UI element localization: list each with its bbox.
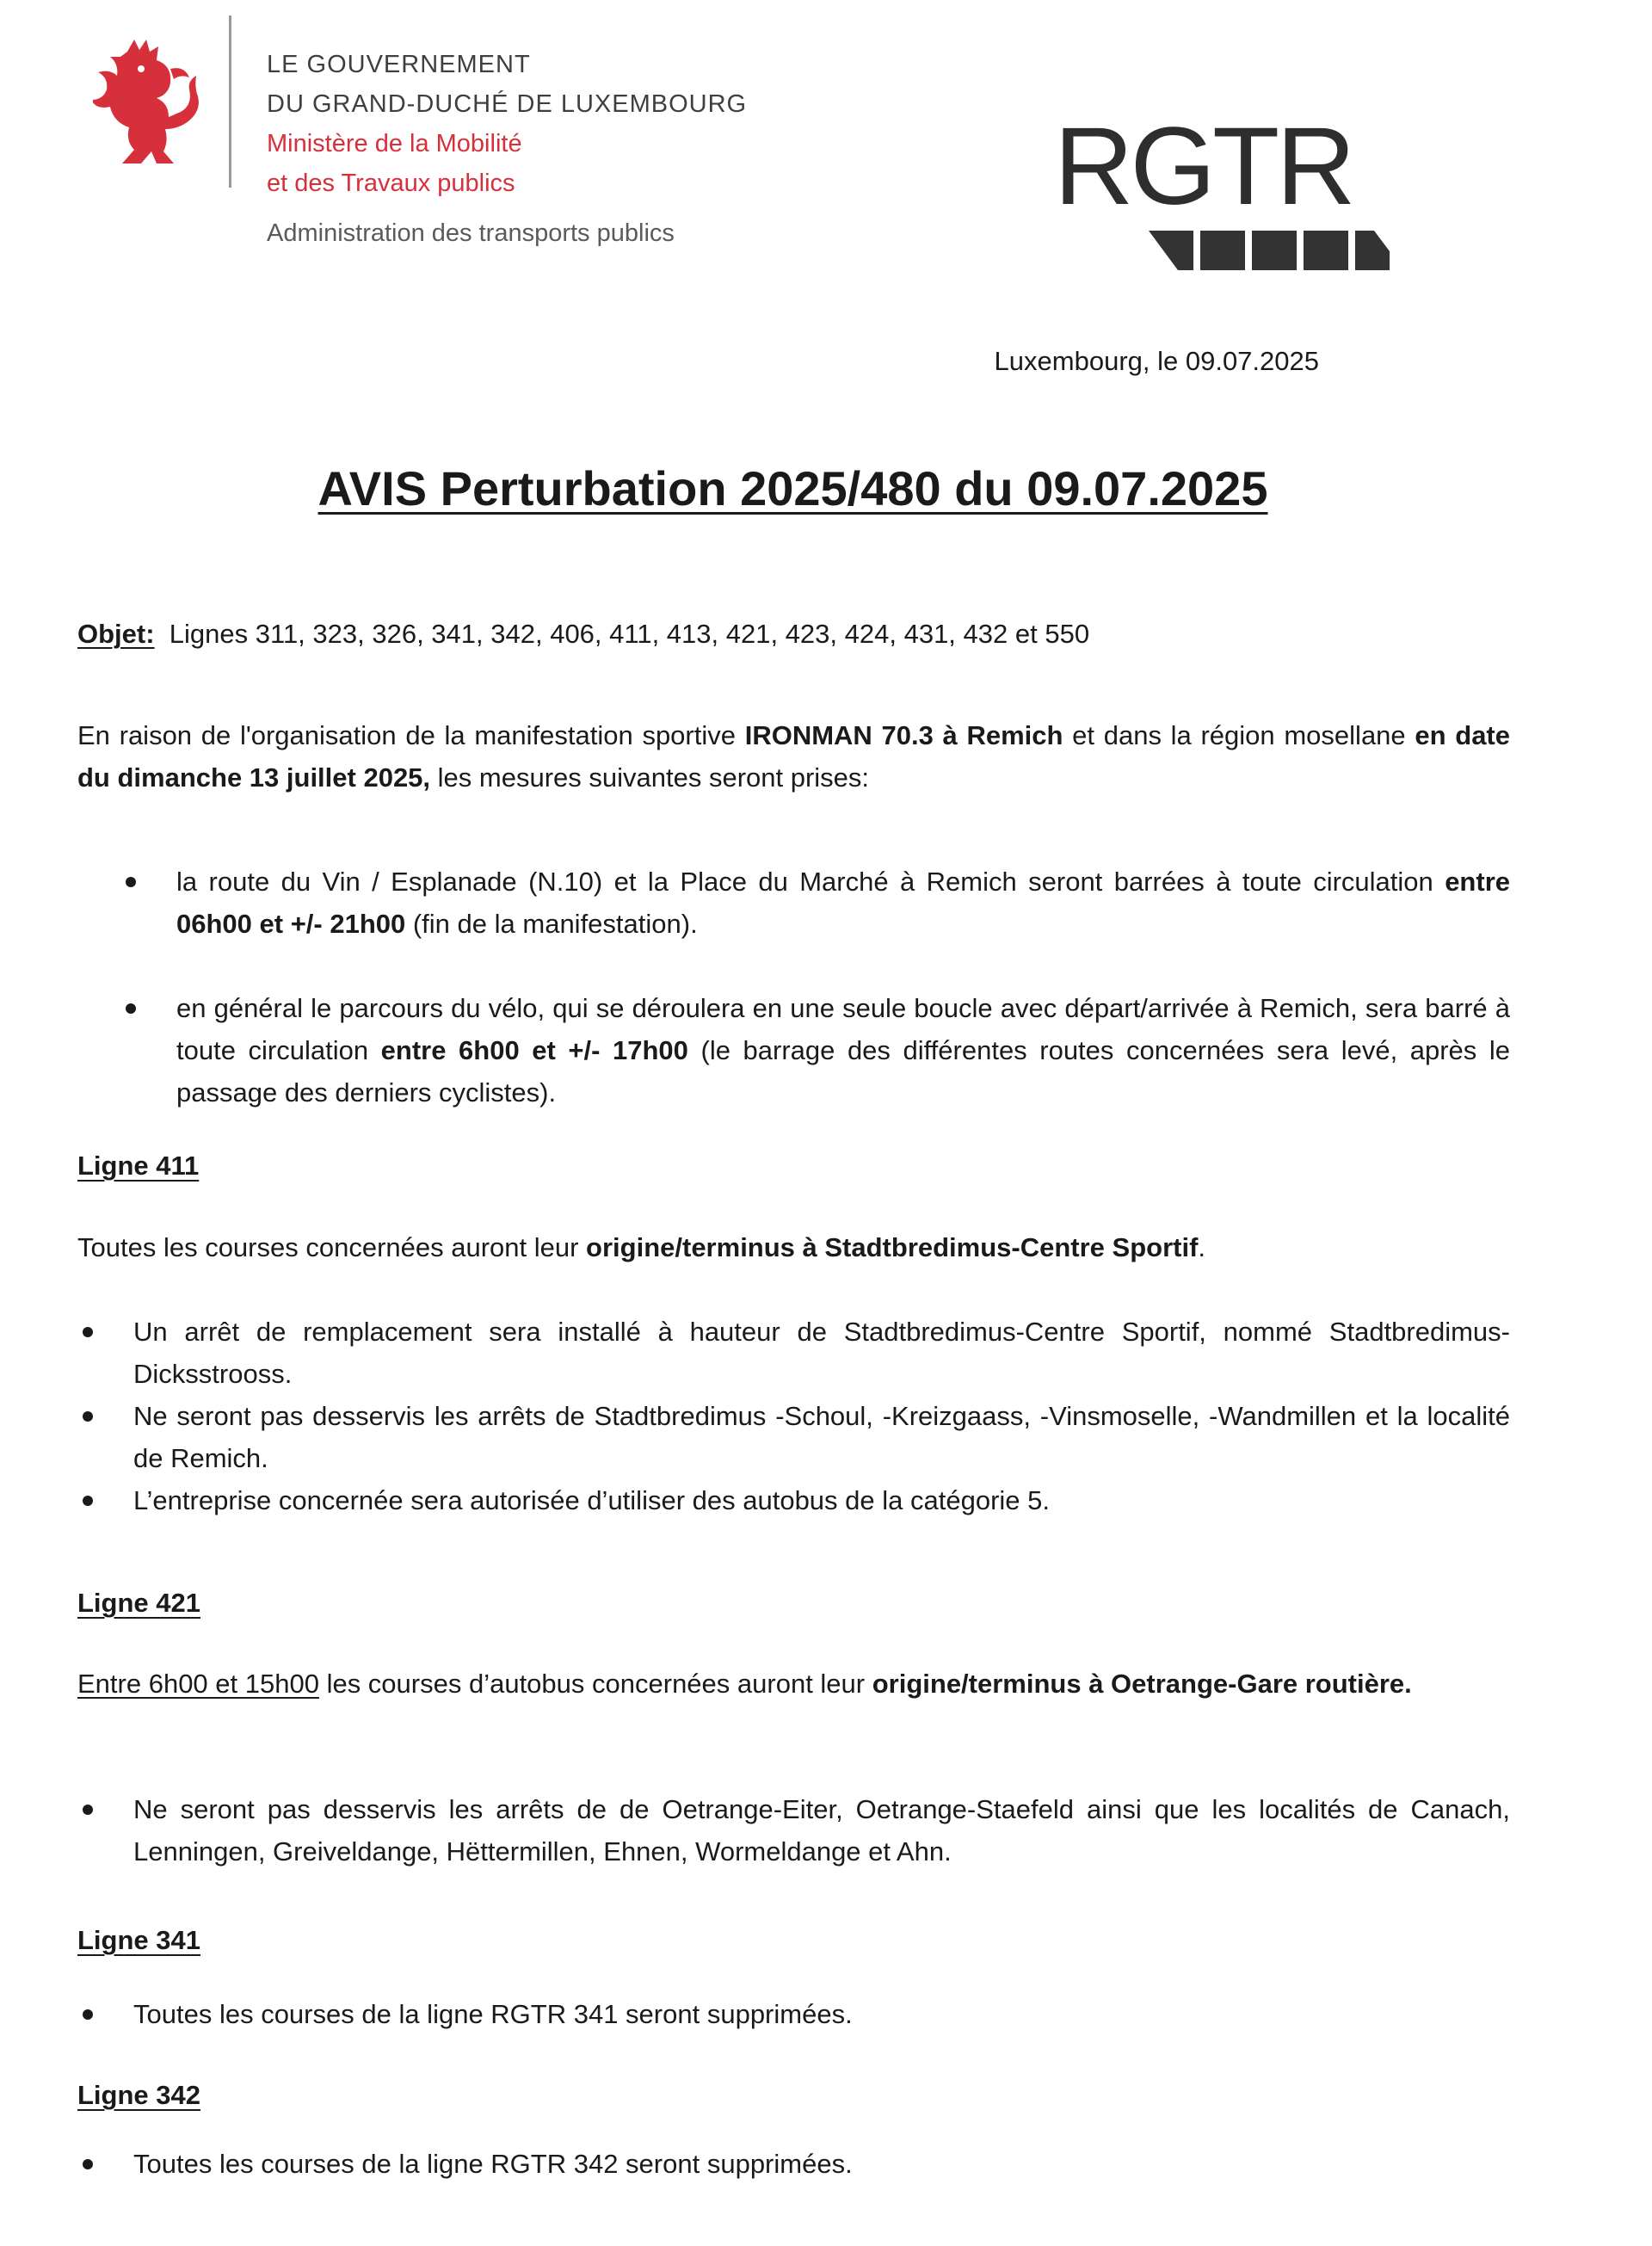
measure-tail: (fin de la manifestation). bbox=[405, 909, 698, 939]
section-heading-ligne-342: Ligne 342 bbox=[77, 2080, 200, 2110]
list-item: Ne seront pas desservis les arrêts de Stadtbredimus -Schoul, -Kreizgaass, -Vinsmoselle, -Wandmillen et la localité de Remich. bbox=[133, 1401, 1510, 1473]
ministry-line-2: et des Travaux publics bbox=[267, 170, 515, 197]
rgtr-bus-bars-icon bbox=[1149, 231, 1390, 270]
list-item: L’entreprise concernée sera autorisée d’utiliser des autobus de la catégorie 5. bbox=[133, 1485, 1050, 1515]
ligne-411-intro-text: Toutes les courses concernées auront leur bbox=[77, 1232, 587, 1262]
objet-text: Lignes 311, 323, 326, 341, 342, 406, 411, 413, 421, 423, 424, 431, 432 et 550 bbox=[169, 619, 1090, 649]
list-item: Toutes les courses de la ligne RGTR 341 seront supprimées. bbox=[133, 1999, 853, 2029]
intro-date: en date du dimanche 13 juillet 2025, bbox=[77, 720, 1510, 793]
government-line-1: LE GOUVERNEMENT bbox=[267, 51, 531, 78]
rgtr-logo-text: RGTR bbox=[1054, 105, 1353, 228]
document-title bbox=[0, 460, 1586, 516]
red-lion-icon bbox=[93, 34, 205, 185]
ministry-line-1: Ministère de la Mobilité bbox=[267, 130, 522, 157]
administration-name: Administration des transports publics bbox=[267, 219, 675, 247]
government-line-2: DU GRAND-DUCHÉ DE LUXEMBOURG bbox=[267, 90, 748, 118]
objet-line bbox=[77, 613, 1540, 655]
list-item: Toutes les courses de la ligne RGTR 342 seront supprimées. bbox=[133, 2149, 853, 2179]
government-name bbox=[267, 45, 747, 203]
bullet-dot bbox=[83, 2009, 93, 2020]
measure-text: la route du Vin / Esplanade (N.10) et la Place du Marché à Remich seront barrées à toute circulation bbox=[176, 867, 1446, 897]
ligne-421-hours: Entre 6h00 et 15h00 bbox=[77, 1669, 319, 1699]
list-item: Un arrêt de remplacement sera installé à hauteur de Stadtbredimus-Centre Sportif, nommé Stadtbredimus-Dicksstrooss. bbox=[133, 1317, 1510, 1389]
header-divider bbox=[229, 15, 231, 188]
rgtr-logo bbox=[1054, 105, 1398, 271]
document-date: Luxembourg, le 09.07.2025 bbox=[994, 346, 1319, 376]
intro-paragraph bbox=[77, 714, 1510, 799]
section-heading-ligne-341: Ligne 341 bbox=[77, 1925, 200, 1955]
ligne-421-intro-text: les courses d’autobus concernées auront leur bbox=[318, 1669, 872, 1699]
title-text: AVIS Perturbation 2025/480 du 09.07.2025 bbox=[317, 461, 1268, 515]
bullet-dot bbox=[126, 877, 136, 887]
bullet-dot bbox=[83, 1496, 93, 1506]
measure-item bbox=[176, 861, 1510, 945]
intro-event: IRONMAN 70.3 à Remich bbox=[744, 720, 1063, 750]
bullet-dot bbox=[83, 1327, 93, 1337]
intro-text-1: En raison de l'organisation de la manifestation sportive bbox=[77, 720, 745, 750]
objet-label: Objet: bbox=[77, 619, 155, 649]
bullet-dot bbox=[126, 1003, 136, 1014]
bullet-dot bbox=[83, 2159, 93, 2169]
measure-text: en général le parcours du vélo, qui se déroulera en une seule boucle avec départ/arrivée à Remich, sera barré à toute circulation bbox=[176, 993, 1510, 1065]
bullet-dot bbox=[83, 1411, 93, 1422]
intro-text-2: et dans la région mosellane bbox=[1063, 720, 1415, 750]
measure-time: entre 6h00 et +/- 17h00 bbox=[380, 1035, 688, 1065]
ligne-411-intro bbox=[77, 1226, 1540, 1268]
ligne-411-terminus: origine/terminus à Stadtbredimus-Centre Sportif bbox=[586, 1232, 1199, 1262]
ligne-411-intro-end: . bbox=[1198, 1232, 1206, 1262]
bullet-dot bbox=[83, 1805, 93, 1815]
intro-text-3: les mesures suivantes seront prises: bbox=[430, 762, 870, 793]
section-heading-ligne-411: Ligne 411 bbox=[77, 1151, 200, 1181]
measure-tail: (le barrage des différentes routes concernées sera levé, après le passage des derniers cyclistes). bbox=[176, 1035, 1510, 1108]
section-heading-ligne-421: Ligne 421 bbox=[77, 1588, 200, 1618]
ligne-421-intro bbox=[77, 1663, 1510, 1705]
measure-item bbox=[176, 987, 1510, 1114]
list-item: Ne seront pas desservis les arrêts de de Oetrange-Eiter, Oetrange-Staefeld ainsi que les localités de Canach, Lenningen, Greiveldange, Hëttermillen, Ehnen, Wormeldange et Ahn. bbox=[133, 1794, 1510, 1867]
ligne-421-terminus: origine/terminus à Oetrange-Gare routière. bbox=[872, 1669, 1412, 1699]
measure-time: entre 06h00 et +/- 21h00 bbox=[176, 867, 1510, 939]
